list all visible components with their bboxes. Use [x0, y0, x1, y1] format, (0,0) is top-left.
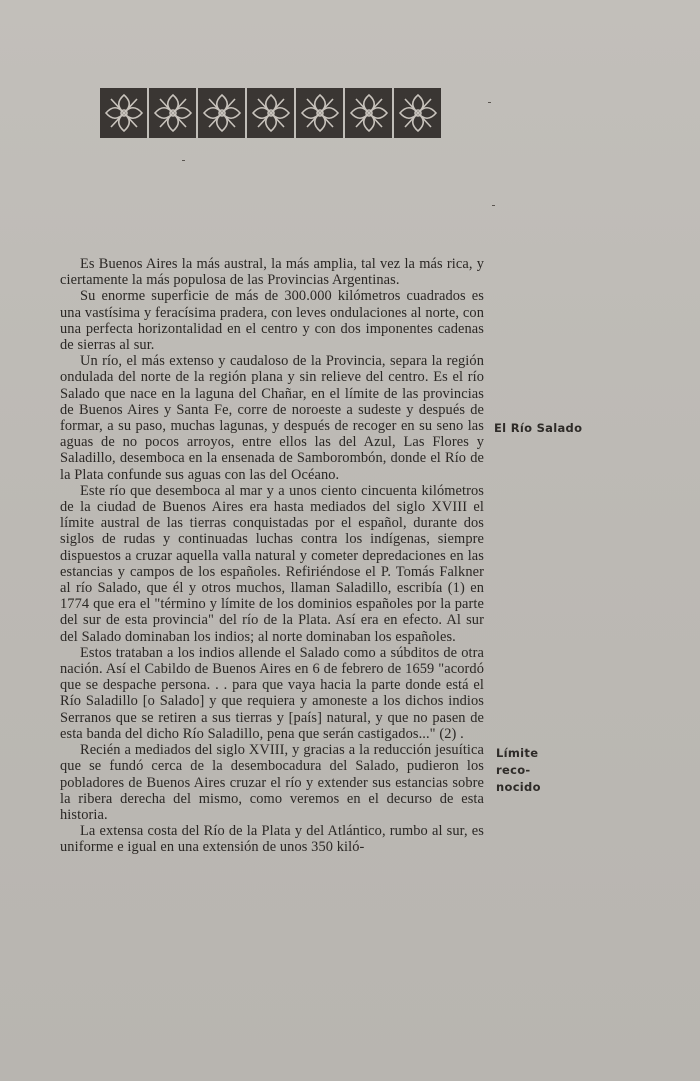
rosette-icon	[345, 88, 392, 138]
paper-speck	[182, 160, 185, 161]
paragraph: Recién a mediados del siglo XVIII, y gracias a la reducción jesuítica que se fundó cerca de la desembocadura del Salado, pudieron los pobladores de Buenos Aires cruzar el río y extender sus estancias sobre la ribera derecha del mismo, como veremos en el decurso de esta historia.	[60, 742, 484, 823]
ornamental-header-band	[100, 88, 444, 138]
paragraph: Un río, el más extenso y caudaloso de la Provincia, separa la región ondulada del norte de la región plana y sin relieve del centro. Es el río Salado que nace en la laguna del Chañar, en el límite de las provincias de Buenos Aires y Santa Fe, corre de noroeste a sudeste y después de formar, a su paso, muchas lagunas, y después de recoger en su seno las aguas de no pocos arroyos, entre ellos las del Azul, Las Flores y Saladillo, desemboca en la ensenada de Samborombón, donde el Río de la Plata confunde sus aguas con las del Océano.	[60, 353, 484, 483]
paper-speck	[492, 205, 495, 206]
rosette-icon	[247, 88, 294, 138]
paragraph: Este río que desemboca al mar y a unos ciento cincuenta kilómetros de la ciudad de Buenos Aires era hasta mediados del siglo XVIII el límite austral de las tierras conquistadas por el español, durante dos siglos de rudas y continuadas luchas contra los indígenas, siempre dispuestos a cruzar aquella valla natural y cometer depredaciones en las estancias y campos de los españoles. Refiriéndose el P. Tomás Falkner al río Salado, que él y otros muchos, llaman Saladillo, escribía (1) en 1774 que era el "término y límite de los dominios españoles por la parte del sur de esta provincia" del río de la Plata. Así era en efecto. Al sur del Salado dominaban los indios; al norte dominaban los españoles.	[60, 482, 484, 645]
margin-note-text: El Río Salado	[494, 421, 583, 435]
paragraph: La extensa costa del Río de la Plata y del Atlántico, rumbo al sur, es uniforme e igual en una extensión de unos 350 kiló-	[60, 823, 484, 856]
paragraph: Su enorme superficie de más de 300.000 kilómetros cuadrados es una vastísima y feracísima pradera, con leves ondulaciones al norte, con una perfecta horizontalidad en el centro y con dos imponentes cadenas de sierras al sur.	[60, 288, 484, 354]
body-text	[60, 256, 484, 856]
rosette-icon	[198, 88, 245, 138]
margin-note-line: Límite reco-	[496, 746, 539, 777]
margin-note-rio-salado	[494, 420, 582, 437]
paragraph: Es Buenos Aires la más austral, la más amplia, tal vez la más rica, y ciertamente la más populosa de las Provincias Argentinas.	[60, 256, 484, 289]
rosette-icon	[394, 88, 441, 138]
paragraph: Estos trataban a los indios allende el Salado como a súbditos de otra nación. Así el Cabildo de Buenos Aires en 6 de febrero de 1659 "acordó que se despache persona. . . para que vaya hacia la parte donde está el Río Saladillo [o Salado] y que requiera y amoneste a los dichos indios Serranos que se retiren a sus tierras y [país] natural, y que no pasen de esta banda del dicho Río Saladillo, pena que serán castigados..." (2) .	[60, 644, 484, 742]
paper-speck	[488, 102, 491, 103]
margin-note-limite	[496, 745, 576, 796]
rosette-icon	[100, 88, 147, 138]
margin-note-line: nocido	[496, 780, 541, 794]
rosette-icon	[149, 88, 196, 138]
rosette-icon	[296, 88, 343, 138]
